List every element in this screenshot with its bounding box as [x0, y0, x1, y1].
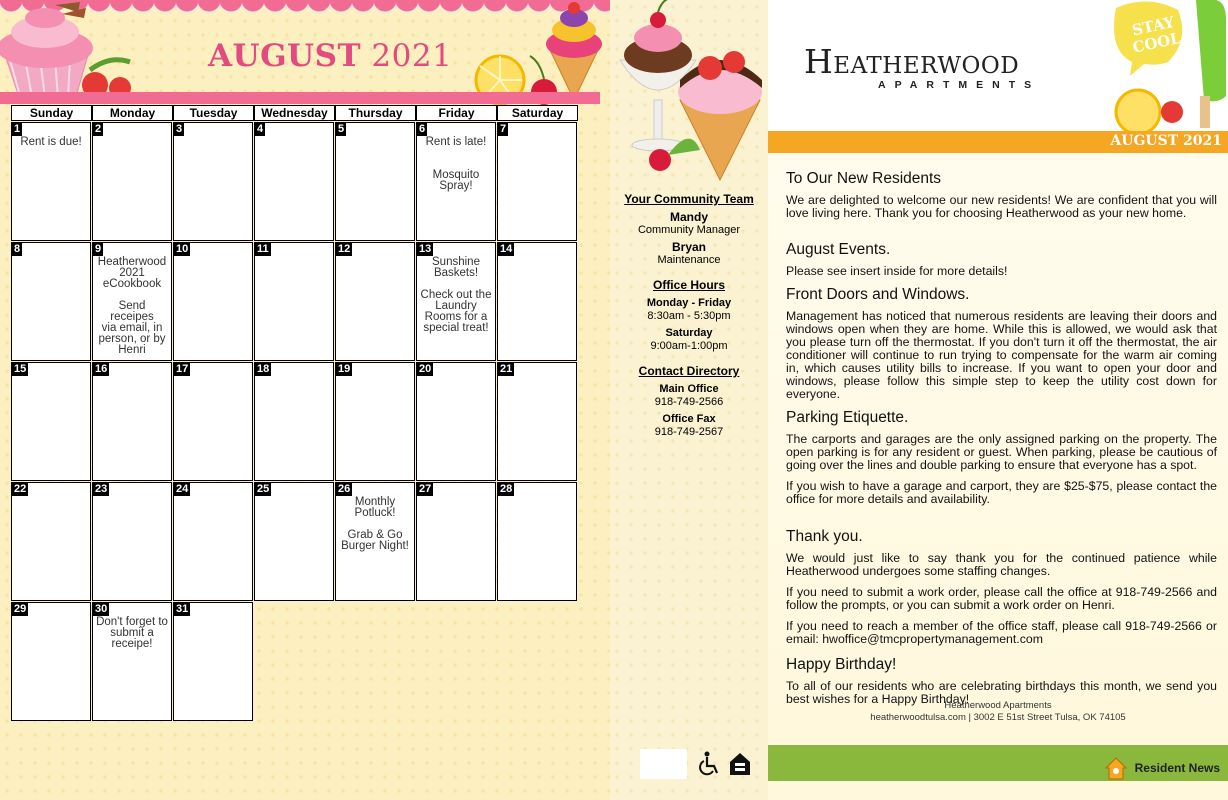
calendar-day-cell — [497, 242, 577, 361]
day-number: 11 — [257, 243, 269, 255]
stay-cool-badge: STAY COOL — [1130, 12, 1183, 57]
calendar-grid — [11, 105, 578, 800]
house-icon — [1103, 755, 1129, 781]
article-title: August Events. — [786, 241, 891, 258]
calendar-day-cell — [92, 482, 172, 601]
calendar-title-month: AUGUST — [208, 38, 362, 74]
footer-strip — [768, 781, 1228, 800]
hours-heading: Office Hours — [652, 278, 725, 292]
calendar-day-cell — [11, 482, 91, 601]
contact-fax: 918-749-2567 — [654, 426, 724, 438]
calendar-day-cell — [173, 362, 253, 481]
resident-news-label: Resident News — [1134, 761, 1220, 775]
day-number: 9 — [95, 243, 102, 255]
day-number: 23 — [95, 483, 108, 495]
day-number: 16 — [95, 363, 108, 375]
calendar-day-cell — [11, 362, 91, 481]
calendar-day-cell — [173, 602, 253, 721]
day-event-note: Don't forget to submit a receipe! — [96, 616, 168, 650]
newsletter-panel — [768, 0, 1228, 800]
article-text: We would just like to say thank you for the continued patience while Heatherwood undergoes some staffing changes. — [786, 551, 1217, 578]
calendar-day-cell — [335, 242, 415, 361]
calendar-day-cell — [416, 242, 496, 361]
calendar-day-cell — [254, 482, 334, 601]
calendar-day-cell — [335, 122, 415, 241]
article-title: To Our New Residents — [786, 170, 942, 187]
day-number: 3 — [176, 123, 183, 135]
day-number: 2 — [95, 123, 102, 135]
calendar-day-cell — [254, 122, 334, 241]
equal-housing-icon — [728, 751, 750, 777]
calendar-day-cell — [497, 482, 577, 601]
day-number: 26 — [338, 483, 351, 495]
day-number: 30 — [95, 603, 108, 615]
calendar-day-cell — [254, 362, 334, 481]
team-member-name: Mandy — [669, 210, 708, 224]
calendar-day-cell — [416, 362, 496, 481]
cupcake-icon — [0, 0, 140, 105]
footer-company: Heatherwood Apartments — [944, 700, 1052, 711]
article-parking — [786, 409, 1217, 514]
weekday-saturday: Saturday — [497, 105, 578, 121]
team-member-role: Community Manager — [637, 224, 741, 236]
day-number: 25 — [257, 483, 270, 495]
article-thanks — [786, 528, 1217, 654]
calendar-panel — [0, 0, 610, 800]
weekday-tuesday: Tuesday — [173, 105, 254, 121]
article-events — [786, 241, 1217, 286]
team-member-role: Maintenance — [657, 254, 721, 266]
team-member-name: Bryan — [671, 240, 706, 254]
team-heading: Your Community Team — [624, 192, 754, 206]
article-title: Thank you. — [786, 528, 863, 545]
calendar-day-cell — [11, 242, 91, 361]
calendar-day-cell — [173, 122, 253, 241]
contact-heading: Contact Directory — [638, 364, 740, 378]
calendar-day-cell — [92, 602, 172, 721]
calendar-day-cell — [173, 482, 253, 601]
calendar-day-cell — [416, 482, 496, 601]
accessibility-icons — [640, 748, 750, 780]
calendar-day-cell — [173, 242, 253, 361]
article-text: If you need to submit a work order, please call the office at 918-749-2566 and follow the prompts, or you can submit a work order on Henri. — [786, 585, 1217, 612]
day-number: 12 — [338, 243, 351, 255]
weekday-thursday: Thursday — [335, 105, 416, 121]
issue-label: AUGUST 2021 — [1110, 133, 1222, 149]
contact-phone[interactable]: 918-749-2566 — [654, 396, 724, 408]
calendar-title — [208, 38, 452, 74]
day-number: 19 — [338, 363, 351, 375]
hours-days: Saturday — [665, 327, 713, 339]
calendar-day-cell — [11, 602, 91, 721]
article-text: Management has noticed that numerous residents are leaving their doors and windows open when they are home. While this is allowed, we would ask that you please turn off the thermostat. If you don't turn it off the thermostat, the air conditioner will continue to run trying to compensate for the warm air coming in, which causes utility bills to increase. If you want to open your door and windows, please follow this simple step to keep the utility cost down for everyone. — [786, 309, 1217, 401]
resident-news-brand — [1103, 755, 1220, 781]
day-event-note: Rent is late! Mosquito Spray! — [425, 136, 487, 192]
hours-time: 8:30am - 5:30pm — [647, 310, 731, 322]
footer-address[interactable]: heatherwoodtulsa.com | 3002 E 51st Street Tulsa, OK 74105 — [870, 712, 1126, 723]
day-event-note: Sunshine Baskets! Check out the Laundry Rooms for a special treat! — [420, 256, 492, 334]
day-number: 15 — [14, 363, 27, 375]
calendar-day-cell — [335, 362, 415, 481]
day-number: 31 — [176, 603, 189, 615]
article-title: Parking Etiquette. — [786, 409, 909, 426]
hours-time: 9:00am-1:00pm — [650, 340, 728, 352]
contact-label: Main Office — [659, 383, 719, 395]
day-number: 8 — [14, 243, 21, 255]
weekday-friday: Friday — [416, 105, 497, 121]
weekday-monday: Monday — [92, 105, 173, 121]
day-number: 13 — [419, 243, 432, 255]
calendar-day-cell — [11, 122, 91, 241]
community-sidebar — [610, 0, 768, 800]
calendar-title-year: 2021 — [371, 38, 453, 74]
day-number: 21 — [500, 363, 513, 375]
day-number: 7 — [500, 123, 507, 135]
article-title: Happy Birthday! — [786, 656, 897, 673]
sidebar-content — [610, 192, 768, 442]
day-event-note: Monthly Potluck! Grab & Go Burger Night! — [341, 496, 409, 552]
day-number: 17 — [176, 363, 189, 375]
article-text: Please see insert inside for more details! — [786, 264, 1008, 278]
brand-logo-subtitle: APARTMENTS — [878, 79, 1041, 91]
day-number: 27 — [419, 483, 432, 495]
article-text: If you need to reach a member of the office staff, please call 918-749-2566 or email: hwoffice@tmcpropertymanagement.com — [786, 619, 1217, 646]
calendar-header-band — [0, 92, 600, 104]
calendar-day-cell — [335, 482, 415, 601]
weekday-wednesday: Wednesday — [254, 105, 335, 121]
blank-logo — [640, 749, 687, 779]
newsletter-header — [768, 0, 1228, 130]
day-number: 14 — [500, 243, 513, 255]
article-text: To all of our residents who are celebrating birthdays this month, we send you best wishes for a Happy Birthday! — [786, 679, 1217, 706]
hours-days: Monday - Friday — [646, 297, 732, 309]
article-doors — [786, 286, 1217, 409]
article-text: The carports and garages are the only assigned parking on the property. The open parking is for any resident or guest. When parking, please be cautious of going over the lines and double parking to ensure that everyone has a spot. — [786, 432, 1217, 472]
article-text: We are delighted to welcome our new residents! We are confident that you will love living here. Thank you for choosing Heatherwood as your new home. — [786, 193, 1217, 220]
day-number: 5 — [338, 123, 345, 135]
weekday-sunday: Sunday — [11, 105, 92, 121]
day-number: 29 — [14, 603, 27, 615]
day-number: 10 — [176, 243, 189, 255]
day-number: 28 — [500, 483, 513, 495]
calendar-day-cell — [497, 362, 577, 481]
wheelchair-icon — [697, 751, 719, 777]
calendar-day-cell — [92, 242, 172, 361]
day-number: 24 — [176, 483, 189, 495]
calendar-day-cell — [497, 122, 577, 241]
day-number: 20 — [419, 363, 432, 375]
day-number: 6 — [419, 123, 426, 135]
day-number: 1 — [14, 123, 21, 135]
calendar-day-cell — [254, 242, 334, 361]
issue-band — [768, 131, 1228, 153]
sundae-icon — [610, 0, 768, 185]
day-event-note: Rent is due! — [20, 136, 82, 148]
day-event-note: Heatherwood 2021 eCookbook Send receipes via email, in person, or by Henri — [97, 256, 167, 356]
day-number: 4 — [257, 123, 264, 135]
day-number: 22 — [14, 483, 27, 495]
contact-label: Office Fax — [662, 413, 716, 425]
calendar-day-cell — [92, 122, 172, 241]
article-title: Front Doors and Windows. — [786, 286, 970, 303]
calendar-day-cell — [416, 122, 496, 241]
calendar-day-cell — [92, 362, 172, 481]
article-welcome — [786, 170, 1217, 228]
brand-logo: Heatherwood — [804, 42, 1020, 81]
article-text: If you wish to have a garage and carport, they are $25-$75, please contact the office for more details and availability. — [786, 479, 1217, 506]
day-number: 18 — [257, 363, 270, 375]
